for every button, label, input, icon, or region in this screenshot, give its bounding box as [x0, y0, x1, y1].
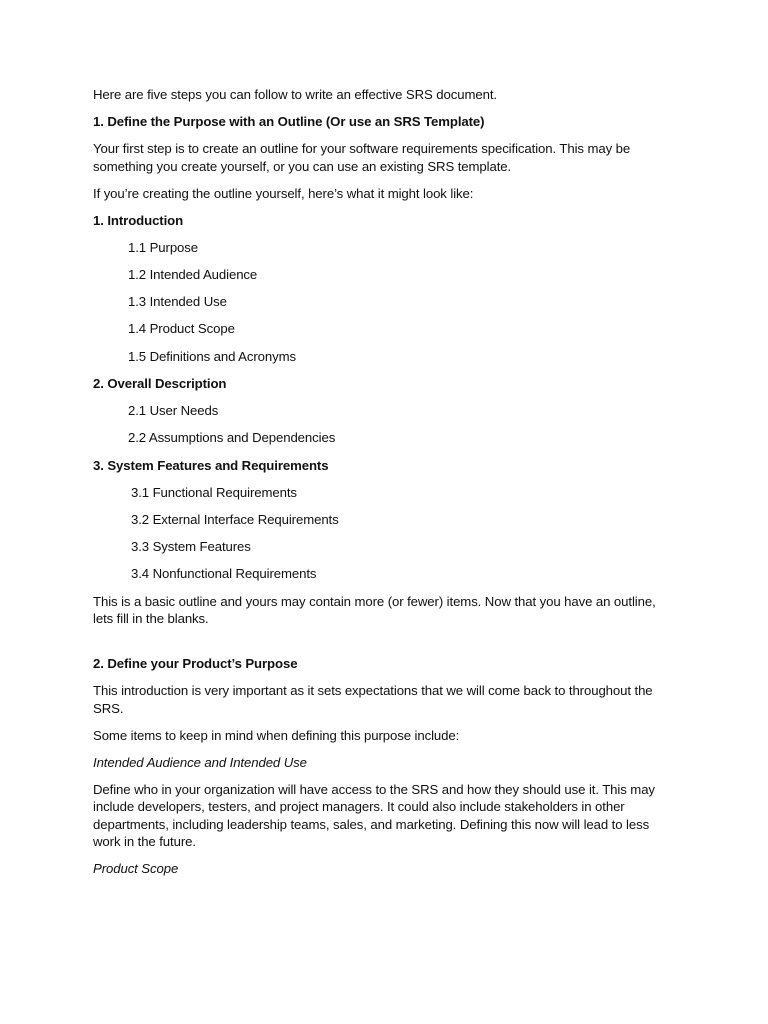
outline-item: 1.2 Intended Audience [128, 266, 258, 282]
outline-item: 3.4 Nonfunctional Requirements [131, 566, 317, 582]
step1-paragraph-1: Your first step is to create an outline for your software requirements specification. This may be something you create yourself, or you can use an existing SRS template. [93, 141, 631, 174]
step2-subheading-scope: Product Scope [93, 861, 179, 877]
outline-item: 3.1 Functional Requirements [131, 484, 297, 500]
step2-heading: 2. Define your Product’s Purpose [93, 656, 298, 672]
outline-item: 1.3 Intended Use [128, 294, 227, 310]
outline-item: 1.4 Product Scope [128, 321, 235, 337]
outline-item: 2.1 User Needs [128, 402, 219, 418]
outline-section-2-title: 2. Overall Description [93, 375, 227, 391]
step1-paragraph-2: If you’re creating the outline yourself, here’s what it might look like: [93, 185, 474, 201]
outline-item: 1.1 Purpose [128, 239, 199, 255]
outline-item: 3.3 System Features [131, 539, 251, 555]
step2-audience-paragraph: Define who in your organization will have access to the SRS and how they should use it. This may include developers, testers, and project managers. It could also include stakeholders in other departments, including leadership teams, sales, and marketing. Defining this now will lead to less work in the future. [93, 781, 655, 850]
document-body [93, 86, 673, 887]
outline-item: 2.2 Assumptions and Dependencies [128, 430, 336, 446]
step2-paragraph-1: This introduction is very important as it sets expectations that we will come back to throughout the SRS. [93, 683, 653, 716]
intro-paragraph: Here are five steps you can follow to write an effective SRS document. [93, 87, 497, 102]
outline-item: 3.2 External Interface Requirements [131, 511, 339, 527]
section-spacer [93, 637, 673, 655]
outline-note-paragraph: This is a basic outline and yours may contain more (or fewer) items. Now that you have an outline, lets fill in the blanks. [93, 593, 656, 627]
step1-heading: 1. Define the Purpose with an Outline (Or use an SRS Template) [93, 114, 485, 129]
outline-section-1-title: 1. Introduction [93, 212, 184, 228]
outline-item: 1.5 Definitions and Acronyms [128, 348, 296, 364]
step2-subheading-audience: Intended Audience and Intended Use [93, 754, 307, 770]
step2-paragraph-2: Some items to keep in mind when defining this purpose include: [93, 727, 460, 743]
outline-section-3-title: 3. System Features and Requirements [93, 457, 329, 473]
